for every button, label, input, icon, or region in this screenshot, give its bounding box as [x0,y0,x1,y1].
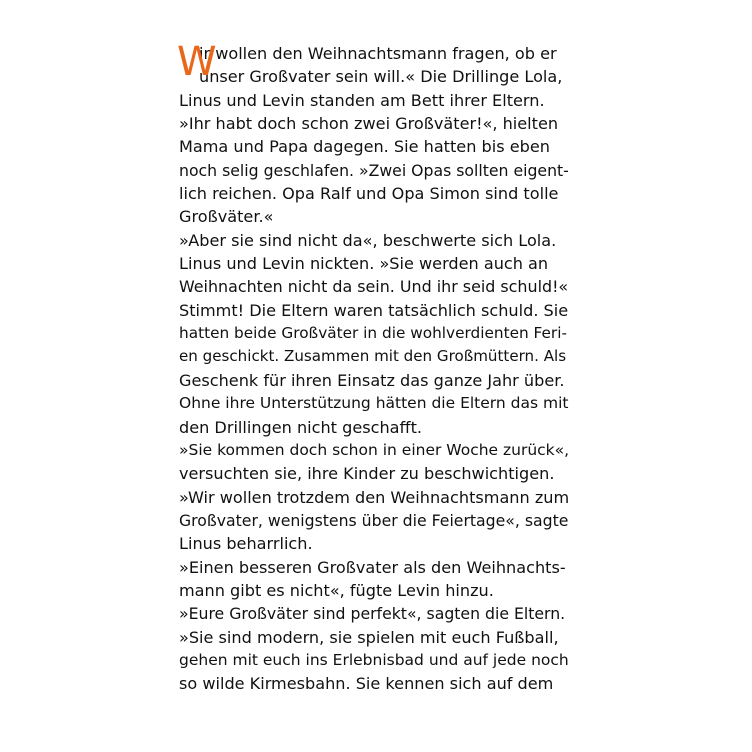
text-line: den Drillingen nicht geschafft. [179,417,423,437]
text-line: Stimmt! Die Eltern waren tatsächlich schuld. Sie [179,300,569,320]
text-line: »Wir wollen trotzdem den Weihnachtsmann zum [179,487,570,507]
story-text [177,39,570,696]
text-line: mann gibt es nicht«, fügte Levin hinzu. [179,580,494,600]
text-line: lich reichen. Opa Ralf und Opa Simon sind tolle [179,184,559,204]
text-line: noch selig geschlafen. »Zwei Opas sollten eigent- [179,160,569,180]
text-line: »Einen besseren Großvater als den Weihnachts- [179,557,566,577]
text-line: »Sie kommen doch schon in einer Woche zurück«, [179,440,570,459]
drop-cap-initial: W [177,39,217,85]
text-line: Linus und Levin standen am Bett ihrer Eltern. [179,90,545,110]
text-line: Linus und Levin nickten. »Sie werden auch an [179,254,549,274]
text-line: »Aber sie sind nicht da«, beschwerte sich Lola. [179,230,557,250]
text-line: hatten beide Großväter in die wohlverdienten Feri- [179,324,567,343]
text-line: Großvater, wenigstens über die Feiertage«, sagte [179,510,569,530]
text-line: Geschenk für ihren Einsatz das ganze Jahr über. [179,370,565,390]
text-line: versuchten sie, ihre Kinder zu beschwichtigen. [179,464,555,484]
text-line: gehen mit euch ins Erlebnisbad und auf jede noch [179,650,569,669]
text-line: so wilde Kirmesbahn. Sie kennen sich auf dem [179,674,554,694]
text-line: Linus beharrlich. [179,534,313,554]
text-line: Großväter.« [179,207,274,227]
text-line: Ohne ihre Unterstützung hätten die Eltern das mit [179,394,569,413]
text-line: »Sie sind modern, sie spielen mit euch Fußball, [179,627,559,647]
text-line: Weihnachten nicht da sein. Und ihr seid schuld!« [179,277,569,297]
text-line: »Ihr habt doch schon zwei Großväter!«, hielten [179,114,559,134]
text-line: en geschickt. Zusammen mit den Großmüttern. Als [179,347,567,366]
text-line: ir wollen den Weihnachtsmann fragen, ob er [199,44,557,63]
text-line: unser Großvater sein will.« Die Drillinge Lola, [199,67,563,87]
text-line: Mama und Papa dagegen. Sie hatten bis eben [179,137,550,157]
text-line: »Eure Großväter sind perfekt«, sagten die Eltern. [179,604,566,624]
